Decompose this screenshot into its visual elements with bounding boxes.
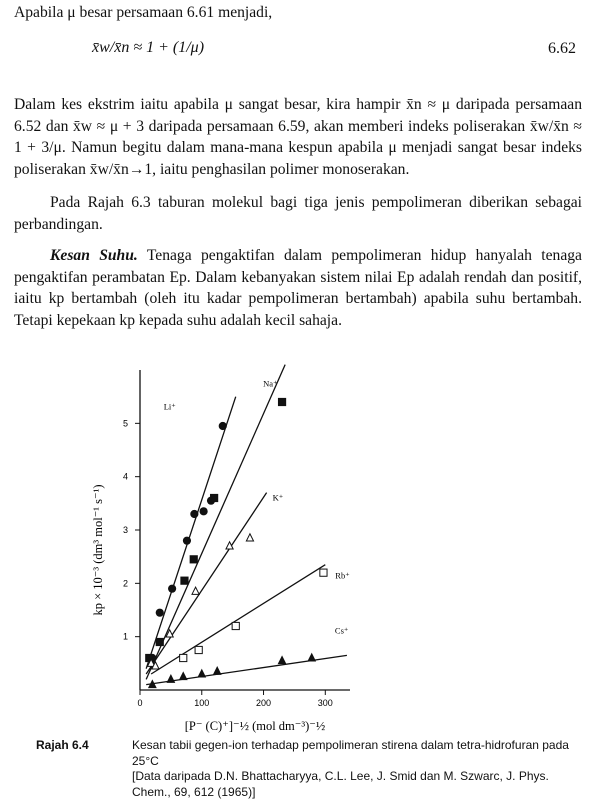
caption-body	[132, 738, 572, 800]
data-point-triangle	[198, 670, 205, 677]
data-point-triangle	[246, 534, 253, 541]
equation-number: 6.62	[548, 40, 576, 57]
kp-vs-ion-pair-chart	[0, 340, 600, 740]
data-point-triangle	[192, 587, 199, 594]
chart-labels	[91, 379, 350, 733]
data-point-circle	[183, 537, 190, 544]
data-point-square	[190, 556, 197, 563]
x-tick-label: 100	[194, 698, 210, 708]
data-point-circle	[191, 510, 198, 517]
y-tick-label: 1	[122, 631, 128, 642]
data-point-square	[232, 622, 239, 629]
data-point-square	[195, 646, 202, 653]
y-tick-label: 4	[122, 471, 128, 482]
caption-label: Rajah 6.4	[36, 738, 89, 752]
data-point-triangle	[278, 656, 285, 663]
data-point-square	[180, 654, 187, 661]
data-point-triangle	[214, 667, 221, 674]
data-point-triangle	[180, 672, 187, 679]
x-axis-label: [P⁻ (C)⁺]⁻½ (mol dm⁻³)⁻½	[184, 719, 326, 733]
data-point-square	[181, 577, 188, 584]
paragraph-temperature	[14, 245, 582, 331]
x-tick-label: 0	[137, 698, 143, 708]
data-point-square	[278, 398, 285, 405]
y-axis-label: kp × 10⁻³ (dm³ mol⁻¹ s⁻¹)	[91, 484, 105, 616]
run-in-heading: Kesan Suhu.	[50, 247, 138, 264]
data-point-triangle	[167, 675, 174, 682]
series-label: Rb⁺	[335, 570, 350, 581]
data-point-circle	[219, 422, 226, 429]
y-tick-label: 3	[122, 525, 128, 535]
data-point-square	[320, 569, 327, 576]
data-point-square	[211, 494, 218, 501]
caption-line-2: [Data daripada D.N. Bhattacharyya, C.L. Lee, J. Smid dan M. Szwarc, J. Phys. Chem., 69, 612 (1965)]	[132, 769, 549, 799]
series-label: Cs⁺	[334, 625, 349, 636]
paragraph-extreme-case: Dalam kes ekstrim iaitu apabila μ sangat besar, kira hampir x̄n ≈ μ daripada persamaan 6.52 dan x̄w ≈ μ + 3 daripada persamaan 6.59, akan memberi indeks poliserakan x̄w/x̄n ≈ 1 + 3/μ. Namun begitu dalam mana-mana kespun apabila μ menjadi sangat besar indeks poliserakan x̄w/x̄n→1, iaitu penghasilan polimer monoserakan.	[14, 96, 582, 178]
series-label: K⁺	[272, 492, 284, 503]
fit-line-series	[146, 365, 285, 680]
fit-line-series	[146, 493, 266, 674]
data-point-circle	[169, 585, 176, 592]
paragraph-figure-reference: Pada Rajah 6.3 taburan molekul bagi tiga jenis pempolimeran diberikan sebagai perbandingan.	[14, 194, 582, 233]
data-point-circle	[200, 508, 207, 515]
equation: x̄w/x̄n ≈ 1 + (1/μ)	[92, 39, 205, 56]
caption-line-1: Kesan tabii gegen-ion terhadap pempolimeran stirena dalam tetra-hidrofuran pada 25°C	[132, 738, 569, 768]
x-tick-label: 200	[256, 698, 272, 708]
fit-line-series	[146, 397, 236, 669]
paragraph-intro: Apabila μ besar persamaan 6.61 menjadi,	[14, 4, 273, 21]
chart-fit-lines	[146, 365, 347, 685]
y-tick-label: 2	[122, 578, 128, 589]
fit-line-series	[151, 565, 325, 674]
data-point-circle	[156, 609, 163, 616]
fit-line-series	[146, 655, 347, 684]
series-label: Na⁺	[263, 378, 278, 389]
chart-data-points	[146, 398, 327, 687]
x-tick-label: 300	[317, 698, 333, 708]
y-tick-label: 5	[122, 418, 128, 429]
data-point-square	[156, 638, 163, 645]
data-point-triangle	[308, 654, 315, 661]
series-label: Li⁺	[163, 401, 176, 412]
paragraph-temperature-body: Tenaga pengaktifan dalam pempolimeran hidup hanyalah tenaga pengaktifan perambatan Ep. Dalam kebanyakan sistem nilai Ep adalah rendah dan positif, iaitu kp bertambah (oleh itu kadar pempolimeran bertambah) apabila suhu bertambah. Tetapi kepekaan kp kepada suhu adalah kecil sahaja.	[14, 247, 582, 329]
